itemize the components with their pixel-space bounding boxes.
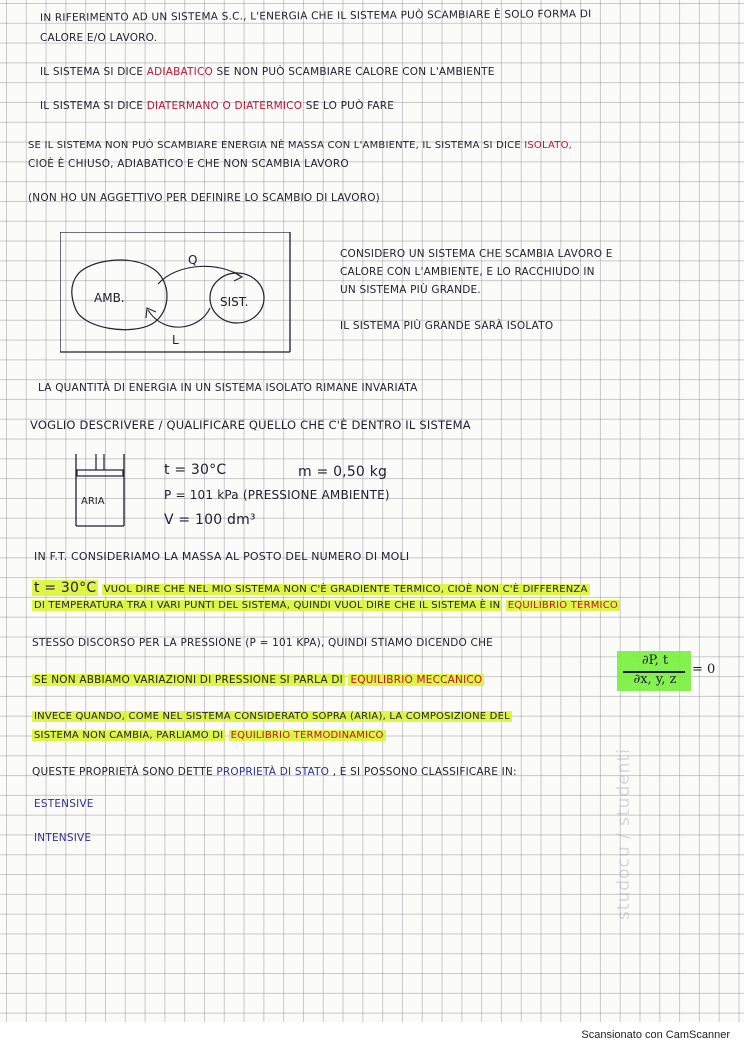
term-adiabatic: ADIABATICO [146,66,213,78]
term-thermodynamic-equilibrium: EQUILIBRIO TERMODINAMICO [230,730,384,741]
temp-highlight: t = 30°C [34,580,97,596]
note-text: SE NON PUÒ SCAMBIARE CALORE CON L'AMBIENTE [216,66,495,78]
var-temperature: t = 30°C [164,462,227,478]
term-state-properties: PROPRIETÀ DI STATO [216,766,330,778]
var-mass: m = 0,50 kg [298,464,388,480]
derivative-equals: = 0 [692,662,716,677]
note-line-17 [32,766,517,778]
note-line-7: (NON HO UN AGGETTIVO PER DEFINIRE LO SCAMBIO DI LAVORO) [28,192,380,204]
note-text: IL SISTEMA SI DICE [40,66,144,78]
term-mechanical-equilibrium: EQUILIBRIO MECCANICO [350,674,483,686]
category-intensive: INTENSIVE [34,832,92,844]
note-line-16 [32,730,386,741]
label-heat: Q [188,253,198,267]
note-line-adiabatic [40,66,495,78]
diagram-note-1: CONSIDERO UN SISTEMA CHE SCAMBIA LAVORO E [340,248,613,260]
diagram-note-4: IL SISTEMA PIÙ GRANDE SARÀ ISOLATO [340,320,554,332]
derivative-denominator: ∂x, y, z [633,672,677,687]
note-line-13: STESSO DISCORSO PER LA PRESSIONE (P = 101 KPA), QUINDI STIAMO DICENDO CHE [32,637,494,649]
scanner-credit: Scansionato con CamScanner [581,1029,730,1041]
note-line-15 [32,711,512,722]
var-volume: V = 100 dm³ [164,512,256,528]
note-text: SE LO PUÒ FARE [305,100,395,112]
derivative-numerator: ∂P, t [641,653,669,668]
note-line-9: VOGLIO DESCRIVERE / QUALIFICARE QUELLO CHE C'È DENTRO IL SISTEMA [30,418,471,432]
note-text: , E SI POSSONO CLASSIFICARE IN: [332,766,517,778]
note-text: SE NON ABBIAMO VARIAZIONI DI PRESSIONE SI PARLA DI [34,674,343,686]
note-line-1: IN RIFERIMENTO AD UN SISTEMA S.C., L'ENERGIA CHE IL SISTEMA PUÒ SCAMBIARE È SOLO FORMA DI [39,8,592,24]
note-text: INVECE QUANDO, COME NEL SISTEMA CONSIDERATO SOPRA (ARIA), LA COMPOSIZIONE DEL [34,711,510,722]
note-text: VUOL DIRE CHE NEL MIO SISTEMA NON C'È GRADIENTE TERMICO, CIOÈ NON C'È DIFFERENZA [103,584,588,595]
label-environment: AMB. [94,291,125,305]
note-line-12 [32,600,620,611]
system-diagram [60,232,292,354]
note-text: SISTEMA NON CAMBIA, PARLIAMO DI [34,730,224,741]
note-text: SE IL SISTEMA NON PUÒ SCAMBIARE ENERGIA NÈ MASSA CON L'AMBIENTE, IL SISTEMA SI DICE [28,140,521,151]
note-text: IL SISTEMA SI DICE [40,100,144,112]
note-text: DI TEMPERATURA TRA I VARI PUNTI DEL SISTEMA, QUINDI VUOL DIRE CHE IL SISTEMA È IN [34,600,501,611]
label-work: L [172,333,179,347]
note-line-10: IN F.T. CONSIDERIAMO LA MASSA AL POSTO DEL NUMERO DI MOLI [34,550,410,563]
piston-label: ARIA [81,496,105,507]
term-diathermic: DIATERMANO O DIATERMICO [146,100,303,112]
work-arrow-icon [146,308,156,318]
var-pressure: P = 101 kPa (PRESSIONE AMBIENTE) [164,488,390,502]
diagram-note-3: UN SISTEMA PIÙ GRANDE. [340,284,481,296]
note-line-14 [32,674,484,686]
note-line-6: CIOÈ È CHIUSO, ADIABATICO E CHE NON SCAMBIA LAVORO [28,158,349,170]
scanner-footer [0,1022,744,1053]
note-line-2: CALORE E/O LAVORO. [40,32,158,44]
note-text: QUESTE PROPRIETÀ SONO DETTE [32,766,213,778]
watermark: studocu / studenti [614,748,634,920]
note-line-isolated [28,140,572,151]
term-thermal-equilibrium: EQUILIBRIO TERMICO [507,600,618,611]
note-line-diathermic [40,100,394,112]
term-isolated: ISOLATO, [524,140,573,151]
note-line-8: LA QUANTITÀ DI ENERGIA IN UN SISTEMA ISOLATO RIMANE INVARIATA [38,382,418,394]
piston-cylinder [72,452,128,528]
note-line-11 [32,580,590,596]
diagram-note-2: CALORE CON L'AMBIENTE, E LO RACCHIUDO IN [340,266,595,278]
label-system: SIST. [220,295,249,309]
category-extensive: ESTENSIVE [34,798,94,810]
